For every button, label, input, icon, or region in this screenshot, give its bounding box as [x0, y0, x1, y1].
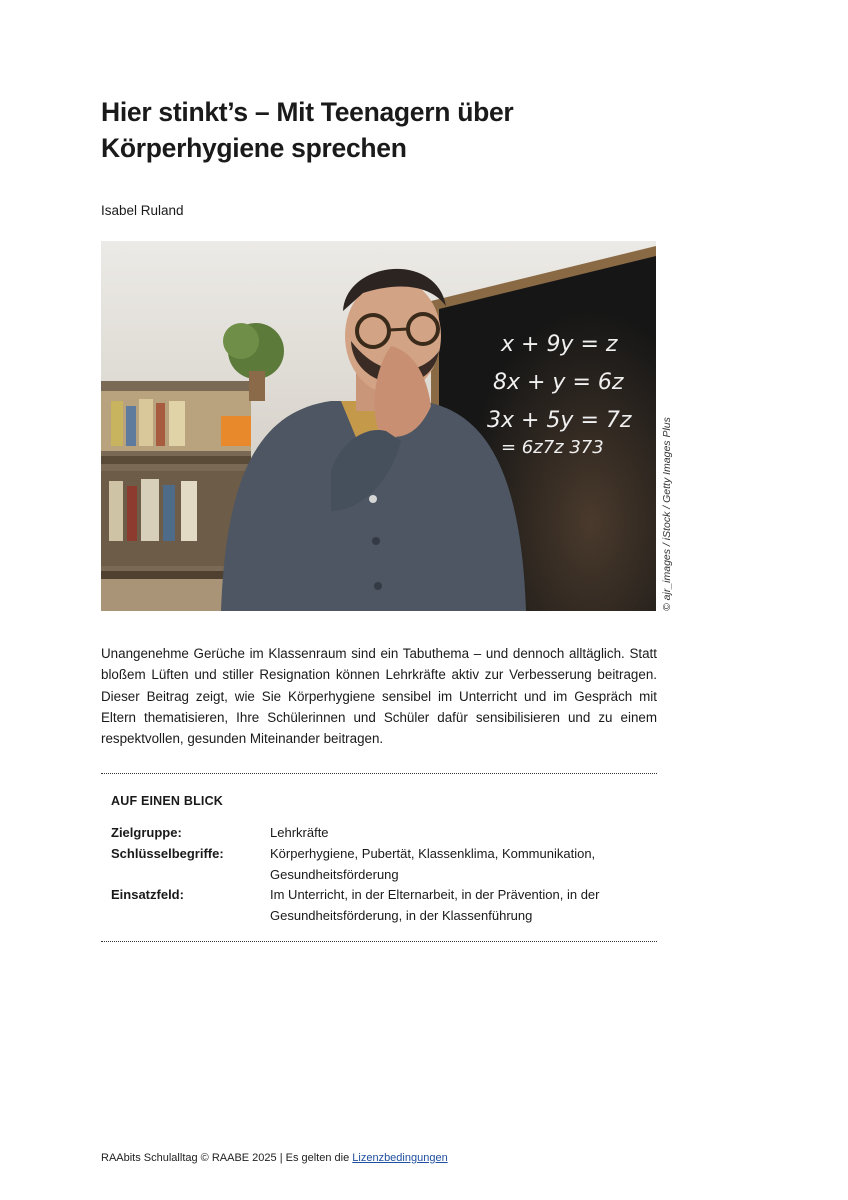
glance-row-target-group	[111, 823, 656, 844]
at-a-glance-heading: AUF EINEN BLICK	[111, 794, 224, 808]
page-footer	[101, 1152, 448, 1164]
glance-row-field-of-use	[111, 885, 656, 927]
glance-label: Schlüsselbegriffe:	[111, 845, 224, 861]
svg-text:8x + y = 6z: 8x + y = 6z	[493, 370, 624, 395]
author-name: Isabel Ruland	[101, 203, 184, 218]
glance-label: Einsatzfeld:	[111, 887, 184, 903]
glance-row-keywords	[111, 844, 656, 886]
license-link[interactable]: Lizenzbedingungen	[352, 1152, 448, 1164]
glance-value: Im Unterricht, in der Elternarbeit, in der Prävention, in der Gesundheitsförderung, in der Klassenführung	[270, 887, 600, 924]
svg-text:3x + 5y = 7z: 3x + 5y = 7z	[487, 408, 632, 433]
cover-photo	[101, 241, 656, 611]
intro-paragraph: Unangenehme Gerüche im Klassenraum sind ein Tabuthema – und dennoch alltäglich. Statt bloßem Lüften und stiller Resignation können Lehrkräfte aktiv zur Verbesserung beitragen. Dieser Beitrag zeigt, wie Sie Körperhygiene sensibel im Unterricht und im Gespräch mit Eltern thematisieren, Ihre Schülerinnen und Schüler dafür sensibilisieren und zu einem respektvollen, gesunden Miteinander beitragen.	[101, 646, 657, 747]
teacher-holding-nose-illustration	[101, 241, 656, 611]
svg-text:x + 9y = z: x + 9y = z	[501, 332, 618, 357]
svg-text:= 6z7z 373: = 6z7z 373	[501, 437, 604, 458]
glance-value: Körperhygiene, Pubertät, Klassenklima, Kommunikation, Gesundheitsförderung	[270, 845, 596, 882]
glance-label: Zielgruppe:	[111, 825, 182, 840]
photo-credit: © ajr_images / iStock / Getty Images Plus	[661, 417, 673, 611]
dotted-divider-top	[101, 773, 657, 774]
footer-text: RAAbits Schulalltag © RAABE 2025 | Es gelten die	[101, 1152, 353, 1164]
glance-value: Lehrkräfte	[270, 825, 329, 840]
document-title: Hier stinkt’s – Mit Teenagern über Körperhygiene sprechen	[101, 97, 514, 163]
at-a-glance-table	[111, 823, 656, 927]
dotted-divider-bottom	[101, 941, 657, 942]
